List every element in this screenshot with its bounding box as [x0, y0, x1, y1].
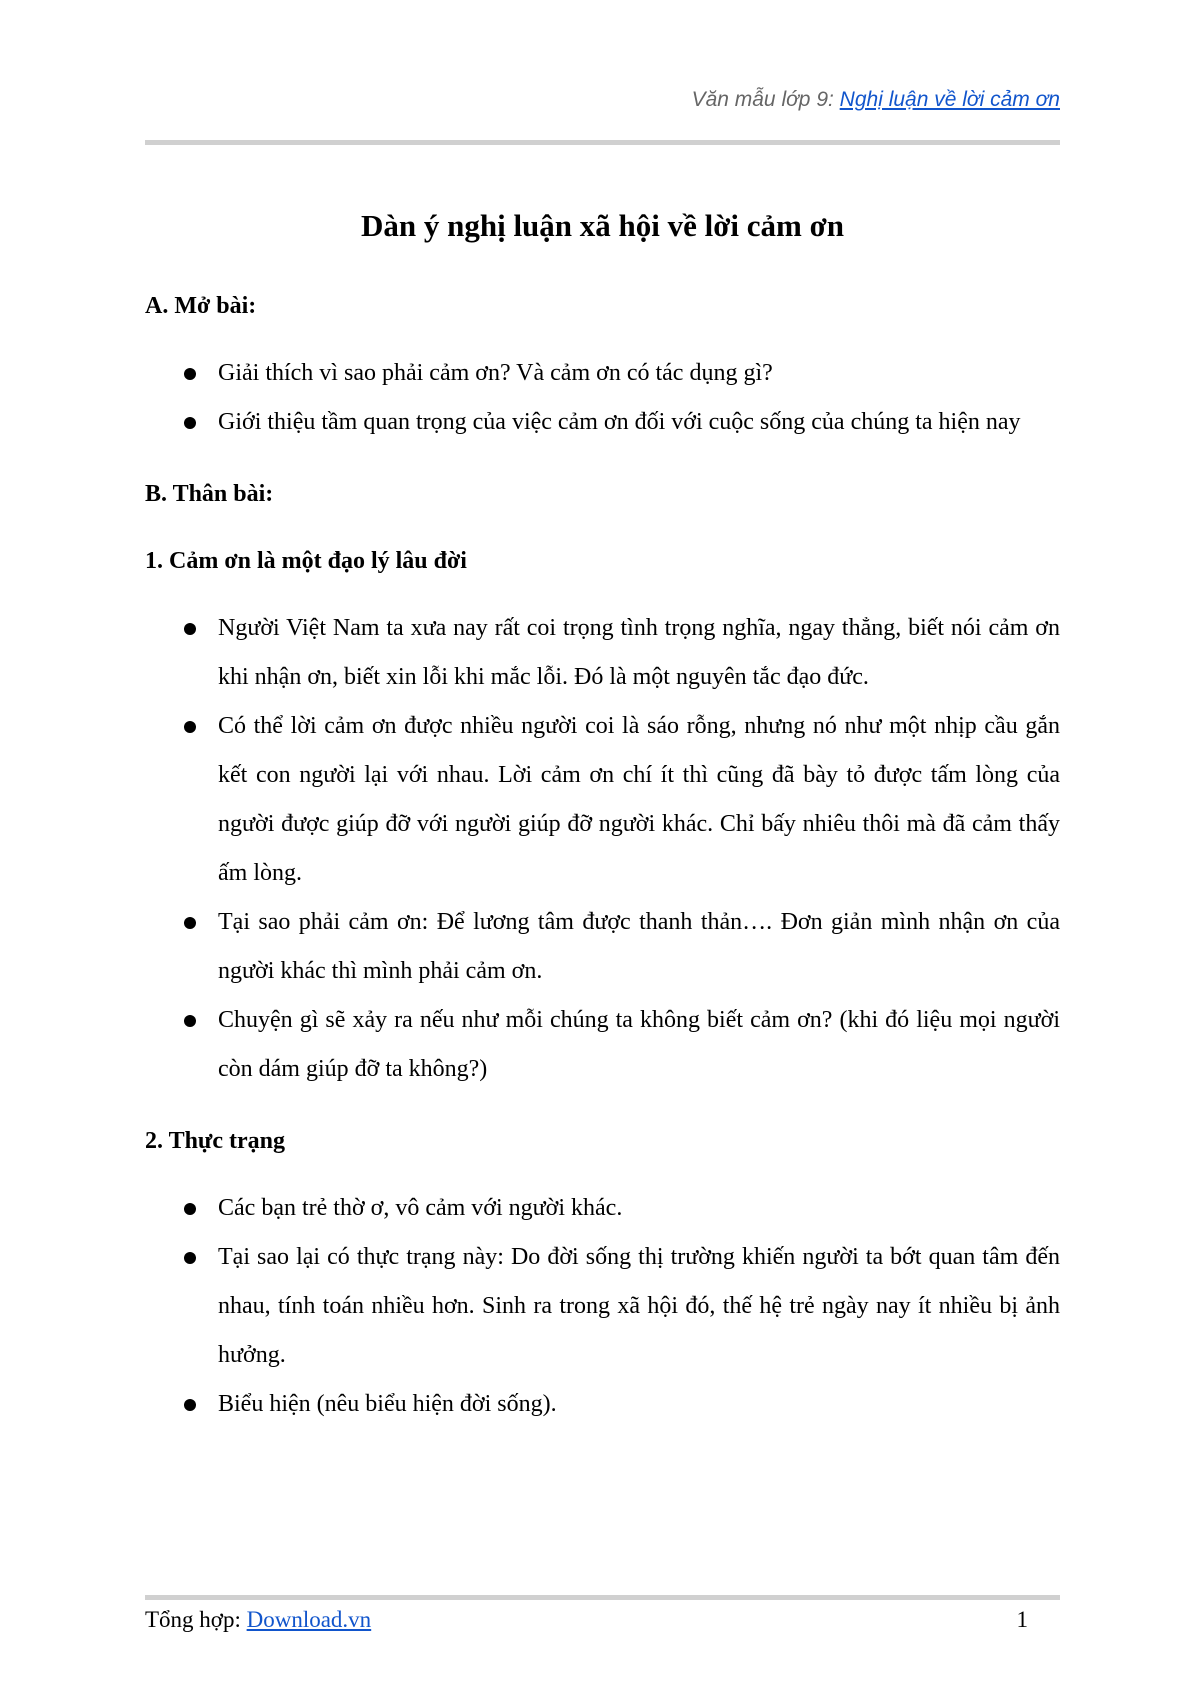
page-number: 1	[1016, 1607, 1028, 1632]
document-body	[145, 204, 1060, 1452]
list-item	[145, 996, 1060, 1094]
bullet-icon	[184, 623, 196, 635]
bullet-icon	[184, 1015, 196, 1027]
list-item-text: Giới thiệu tầm quan trọng của việc cảm ơn đối với cuộc sống của chúng ta hiện nay	[218, 409, 1021, 435]
document-page	[145, 0, 1060, 1696]
list-item	[145, 1184, 1060, 1233]
list-item	[145, 898, 1060, 996]
bullet-icon	[184, 721, 196, 733]
list-item-text: Tại sao phải cảm ơn: Để lương tâm được thanh thản…. Đơn giản mình nhận ơn của người khác thì mình phải cảm ơn.	[218, 909, 1060, 984]
document-title: Dàn ý nghị luận xã hội về lời cảm ơn	[360, 208, 845, 243]
list-item-text: Chuyện gì sẽ xảy ra nếu như mỗi chúng ta không biết cảm ơn? (khi đó liệu mọi người còn dám giúp đỡ ta không?)	[218, 1007, 1060, 1082]
footer-link[interactable]: Download.vn	[246, 1607, 372, 1632]
section-heading-than-bai: B. Thân bài:	[145, 481, 274, 507]
bullet-list-thuc-trang	[145, 1184, 1060, 1429]
bullet-list-mo-bai	[145, 349, 1060, 447]
header-prefix: Văn mẫu lớp 9:	[691, 88, 840, 111]
list-item	[145, 702, 1060, 898]
bullet-icon	[184, 417, 196, 429]
list-item-text: Tại sao lại có thực trạng này: Do đời sống thị trường khiến người ta bớt quan tâm đến nhau, tính toán nhiều hơn. Sinh ra trong xã hội đó, thế hệ trẻ ngày nay ít nhiều bị ảnh hưởng.	[218, 1244, 1060, 1368]
bullet-icon	[184, 368, 196, 380]
list-item-text: Có thể lời cảm ơn được nhiều người coi là sáo rỗng, nhưng nó như một nhịp cầu gắn kết con người lại với nhau. Lời cảm ơn chí ít thì cũng đã bày tỏ được tấm lòng của người được giúp đỡ với người giúp đỡ người khác. Chỉ bấy nhiêu thôi mà đã cảm thấy ấm lòng.	[218, 713, 1060, 886]
list-item	[145, 1380, 1060, 1429]
header-divider	[145, 140, 1060, 145]
page-header	[692, 88, 1060, 112]
bullet-icon	[184, 1399, 196, 1411]
bullet-icon	[184, 1252, 196, 1264]
list-item	[145, 1233, 1060, 1380]
bullet-list-dao-ly	[145, 604, 1060, 1094]
section-heading-dao-ly: 1. Cảm ơn là một đạo lý lâu đời	[145, 548, 467, 574]
list-item-text: Người Việt Nam ta xưa nay rất coi trọng tình trọng nghĩa, ngay thẳng, biết nói cảm ơn khi nhận ơn, biết xin lỗi khi mắc lỗi. Đó là một nguyên tắc đạo đức.	[218, 615, 1060, 690]
bullet-icon	[184, 917, 196, 929]
section-heading-thuc-trang: 2. Thực trạng	[145, 1128, 285, 1154]
bullet-icon	[184, 1203, 196, 1215]
list-item-text: Các bạn trẻ thờ ơ, vô cảm với người khác.	[218, 1195, 623, 1221]
footer-label: Tổng hợp:	[145, 1607, 247, 1632]
list-item	[145, 398, 1060, 447]
page-footer	[145, 1600, 1060, 1640]
list-item-text: Giải thích vì sao phải cảm ơn? Và cảm ơn có tác dụng gì?	[218, 360, 773, 386]
list-item-text: Biểu hiện (nêu biểu hiện đời sống).	[218, 1391, 557, 1417]
header-link[interactable]: Nghị luận về lời cảm ơn	[839, 88, 1060, 111]
list-item	[145, 349, 1060, 398]
section-heading-mo-bai: A. Mở bài:	[145, 293, 257, 319]
list-item	[145, 604, 1060, 702]
